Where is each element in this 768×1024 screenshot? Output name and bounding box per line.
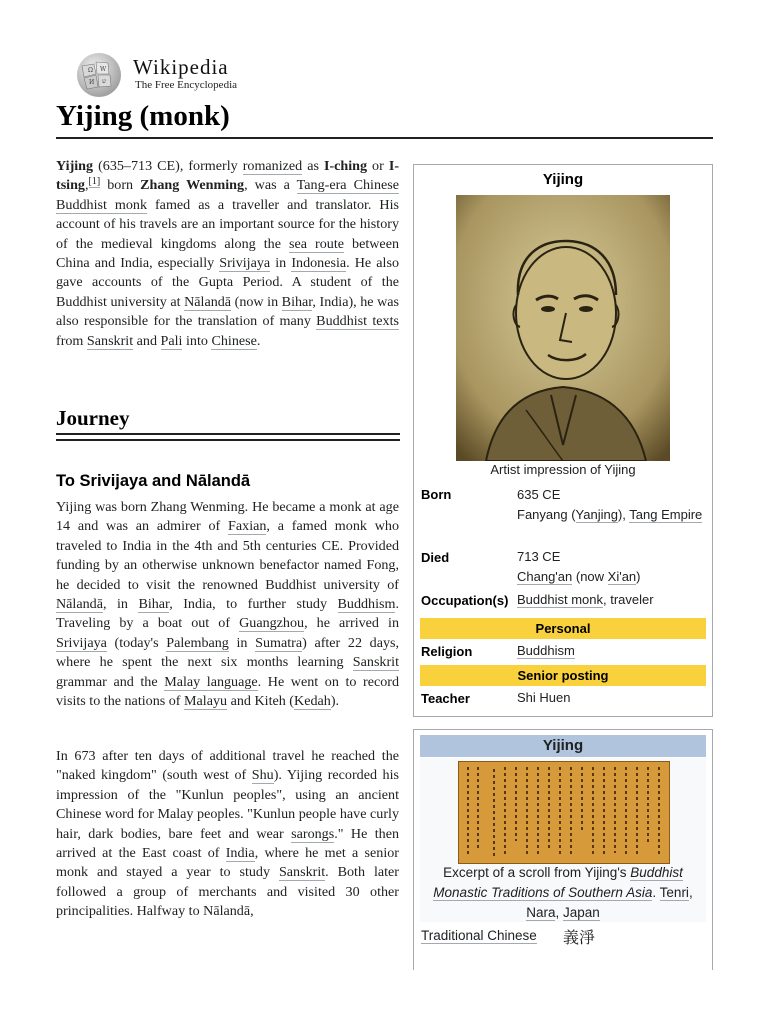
- link-tang-era-chinese[interactable]: Tang-era Chinese: [296, 177, 400, 194]
- label-died: Died: [421, 550, 450, 565]
- infobox-chinese-name: [413, 729, 713, 970]
- link-changan[interactable]: Chang'an: [517, 568, 573, 584]
- link-bihar[interactable]: Bihar: [281, 293, 313, 310]
- page-title: Yijing (monk): [56, 100, 230, 132]
- link-chinese[interactable]: Chinese: [211, 332, 257, 349]
- band-senior-posting: Senior posting: [420, 665, 706, 686]
- link-srivijaya[interactable]: Srivijaya: [219, 255, 271, 272]
- wikipedia-wordmark[interactable]: Wikipedia: [133, 55, 229, 79]
- link-sea-route[interactable]: sea route: [289, 235, 344, 252]
- link-sanskrit[interactable]: Sanskrit: [278, 864, 326, 881]
- scroll-caption: Excerpt of a scroll from Yijing's Buddhist Monastic Traditions of Southern Asia. Tenri, Nara, Japan: [433, 865, 693, 920]
- link-malay-language[interactable]: Malay language: [164, 673, 258, 690]
- link-faxian[interactable]: Faxian: [228, 518, 267, 535]
- wikipedia-globe-logo[interactable]: [74, 52, 124, 98]
- svg-text:И: И: [89, 79, 95, 86]
- band-personal: Personal: [420, 618, 706, 639]
- link-india[interactable]: India: [225, 845, 255, 862]
- link-sumatra[interactable]: Sumatra: [255, 634, 303, 651]
- title-divider: [56, 137, 713, 139]
- svg-text:ש: ש: [102, 78, 107, 85]
- link-buddhism[interactable]: Buddhism: [337, 596, 396, 613]
- bold-yijing: Yijing: [56, 158, 94, 174]
- link-palembang[interactable]: Palembang: [166, 634, 229, 651]
- link-romanized[interactable]: romanized: [242, 158, 303, 174]
- scroll-image[interactable]: [458, 761, 670, 864]
- link-yanjing[interactable]: Yanjing: [575, 506, 618, 522]
- link-japan[interactable]: Japan: [562, 905, 600, 920]
- value-teacher: Shi Huen: [517, 690, 571, 705]
- wikipedia-tagline: The Free Encyclopedia: [135, 79, 238, 91]
- link-nalanda[interactable]: Nālandā: [56, 596, 103, 613]
- link-pali[interactable]: Pali: [160, 332, 183, 349]
- link-kedah[interactable]: Kedah: [294, 693, 331, 710]
- link-indonesia[interactable]: Indonesia: [291, 255, 347, 272]
- link-malayu[interactable]: Malayu: [184, 693, 228, 710]
- link-buddhist-monk[interactable]: Buddhist monk: [517, 592, 603, 607]
- traditional-chinese-value: 義淨: [563, 928, 596, 947]
- link-nara[interactable]: Nara: [526, 905, 556, 920]
- journey-paragraph-2: In 673 after ten days of additional travel he reached the "naked kingdom" (south west of Shu). Yijing recorded his impression of the "Kunlun peoples", using an ancient Chinese word for Malay peoples. "Kunlun people have curly hair, dark bodies, bare feet and wear sarongs." He then arrived at the East coast of India, where he met a senior monk and stayed a year to study Sanskrit. Both later followed a group of merchants and visited 30 other principalities. Halfway to Nālandā,: [56, 748, 399, 920]
- intro-paragraph: Yijing (635–713 CE), formerly romanized as I-ching or I-tsing,[1] born Zhang Wenming, was a Tang-era Chinese Buddhist monk famed as a traveller and translator. His account of his travels are an important source for the history of the medieval kingdoms along the sea route between China and India, especially Srivijaya in Indonesia. He also gave accounts of the Gupta Period. A student of the Buddhist university at Nālandā (now in Bihar, India), he was also responsible for the translation of many Buddhist texts from Sanskrit and Pali into Chinese.: [56, 158, 400, 349]
- infobox-title: Yijing: [542, 171, 584, 188]
- portrait-image[interactable]: [456, 195, 670, 461]
- svg-text:Ω: Ω: [88, 67, 93, 74]
- link-shu[interactable]: Shu: [251, 767, 274, 784]
- label-religion: Religion: [421, 644, 473, 659]
- subsection-heading-srivijaya-nalanda: To Srivijaya and Nālandā: [56, 472, 251, 490]
- infobox2-title: Yijing: [420, 735, 706, 757]
- link-srivijaya[interactable]: Srivijaya: [56, 634, 107, 651]
- link-bihar[interactable]: Bihar: [138, 596, 170, 613]
- section-divider: [56, 433, 400, 435]
- link-sarongs[interactable]: sarongs: [291, 825, 335, 842]
- link-nalanda[interactable]: Nālandā: [184, 293, 232, 310]
- link-buddhism[interactable]: Buddhism: [517, 643, 575, 658]
- link-traditional-chinese[interactable]: Traditional Chinese: [421, 928, 537, 943]
- section-divider: [56, 439, 400, 441]
- value-born: 635 CE Fanyang (Yanjing), Tang Empire: [517, 487, 703, 522]
- label-teacher: Teacher: [421, 691, 470, 706]
- label-occupation: Occupation(s): [421, 593, 509, 608]
- value-died: 713 CE Chang'an (now Xi'an): [517, 549, 641, 584]
- portrait-caption: Artist impression of Yijing: [490, 462, 636, 477]
- journey-paragraph-1: Yijing was born Zhang Wenming. He became a monk at age 14 and was an admirer of Faxian, a famed monk who traveled to India in the 4th and 5th centuries CE. Provided funding by an otherwise unknown benefactor named Fong, he decided to visit the renowned Buddhist university of Nālandā, in Bihar, India, to further study Buddhism. Traveling by a boat out of Guangzhou, he arrived in Srivijaya (today's Palembang in Sumatra) after 22 days, where he spent the next six months learning Sanskrit grammar and the Malay language. He went on to record visits to the nations of Malayu and Kiteh (Kedah).: [56, 499, 400, 710]
- section-heading-journey: Journey: [56, 406, 130, 430]
- link-buddhist-monk[interactable]: Buddhist monk: [56, 196, 147, 213]
- link-tenri[interactable]: Tenri: [659, 885, 689, 900]
- link-tang-empire[interactable]: Tang Empire: [629, 506, 703, 522]
- link-sanskrit[interactable]: Sanskrit: [86, 332, 134, 349]
- value-occupation: Buddhist monk, traveler: [517, 592, 654, 607]
- link-xian[interactable]: Xi'an: [607, 568, 637, 584]
- svg-text:W: W: [100, 66, 107, 73]
- label-born: Born: [421, 487, 452, 502]
- link-buddhist-monastic-traditions[interactable]: Buddhist Monastic Traditions of Southern Asia: [433, 865, 683, 900]
- value-religion: [517, 641, 707, 661]
- link-sanskrit[interactable]: Sanskrit: [352, 654, 399, 671]
- link-guangzhou[interactable]: Guangzhou: [239, 615, 305, 632]
- infobox-biography: [413, 164, 713, 717]
- reference-1[interactable]: [1]: [88, 175, 101, 187]
- link-buddhist-texts[interactable]: Buddhist texts: [316, 313, 399, 330]
